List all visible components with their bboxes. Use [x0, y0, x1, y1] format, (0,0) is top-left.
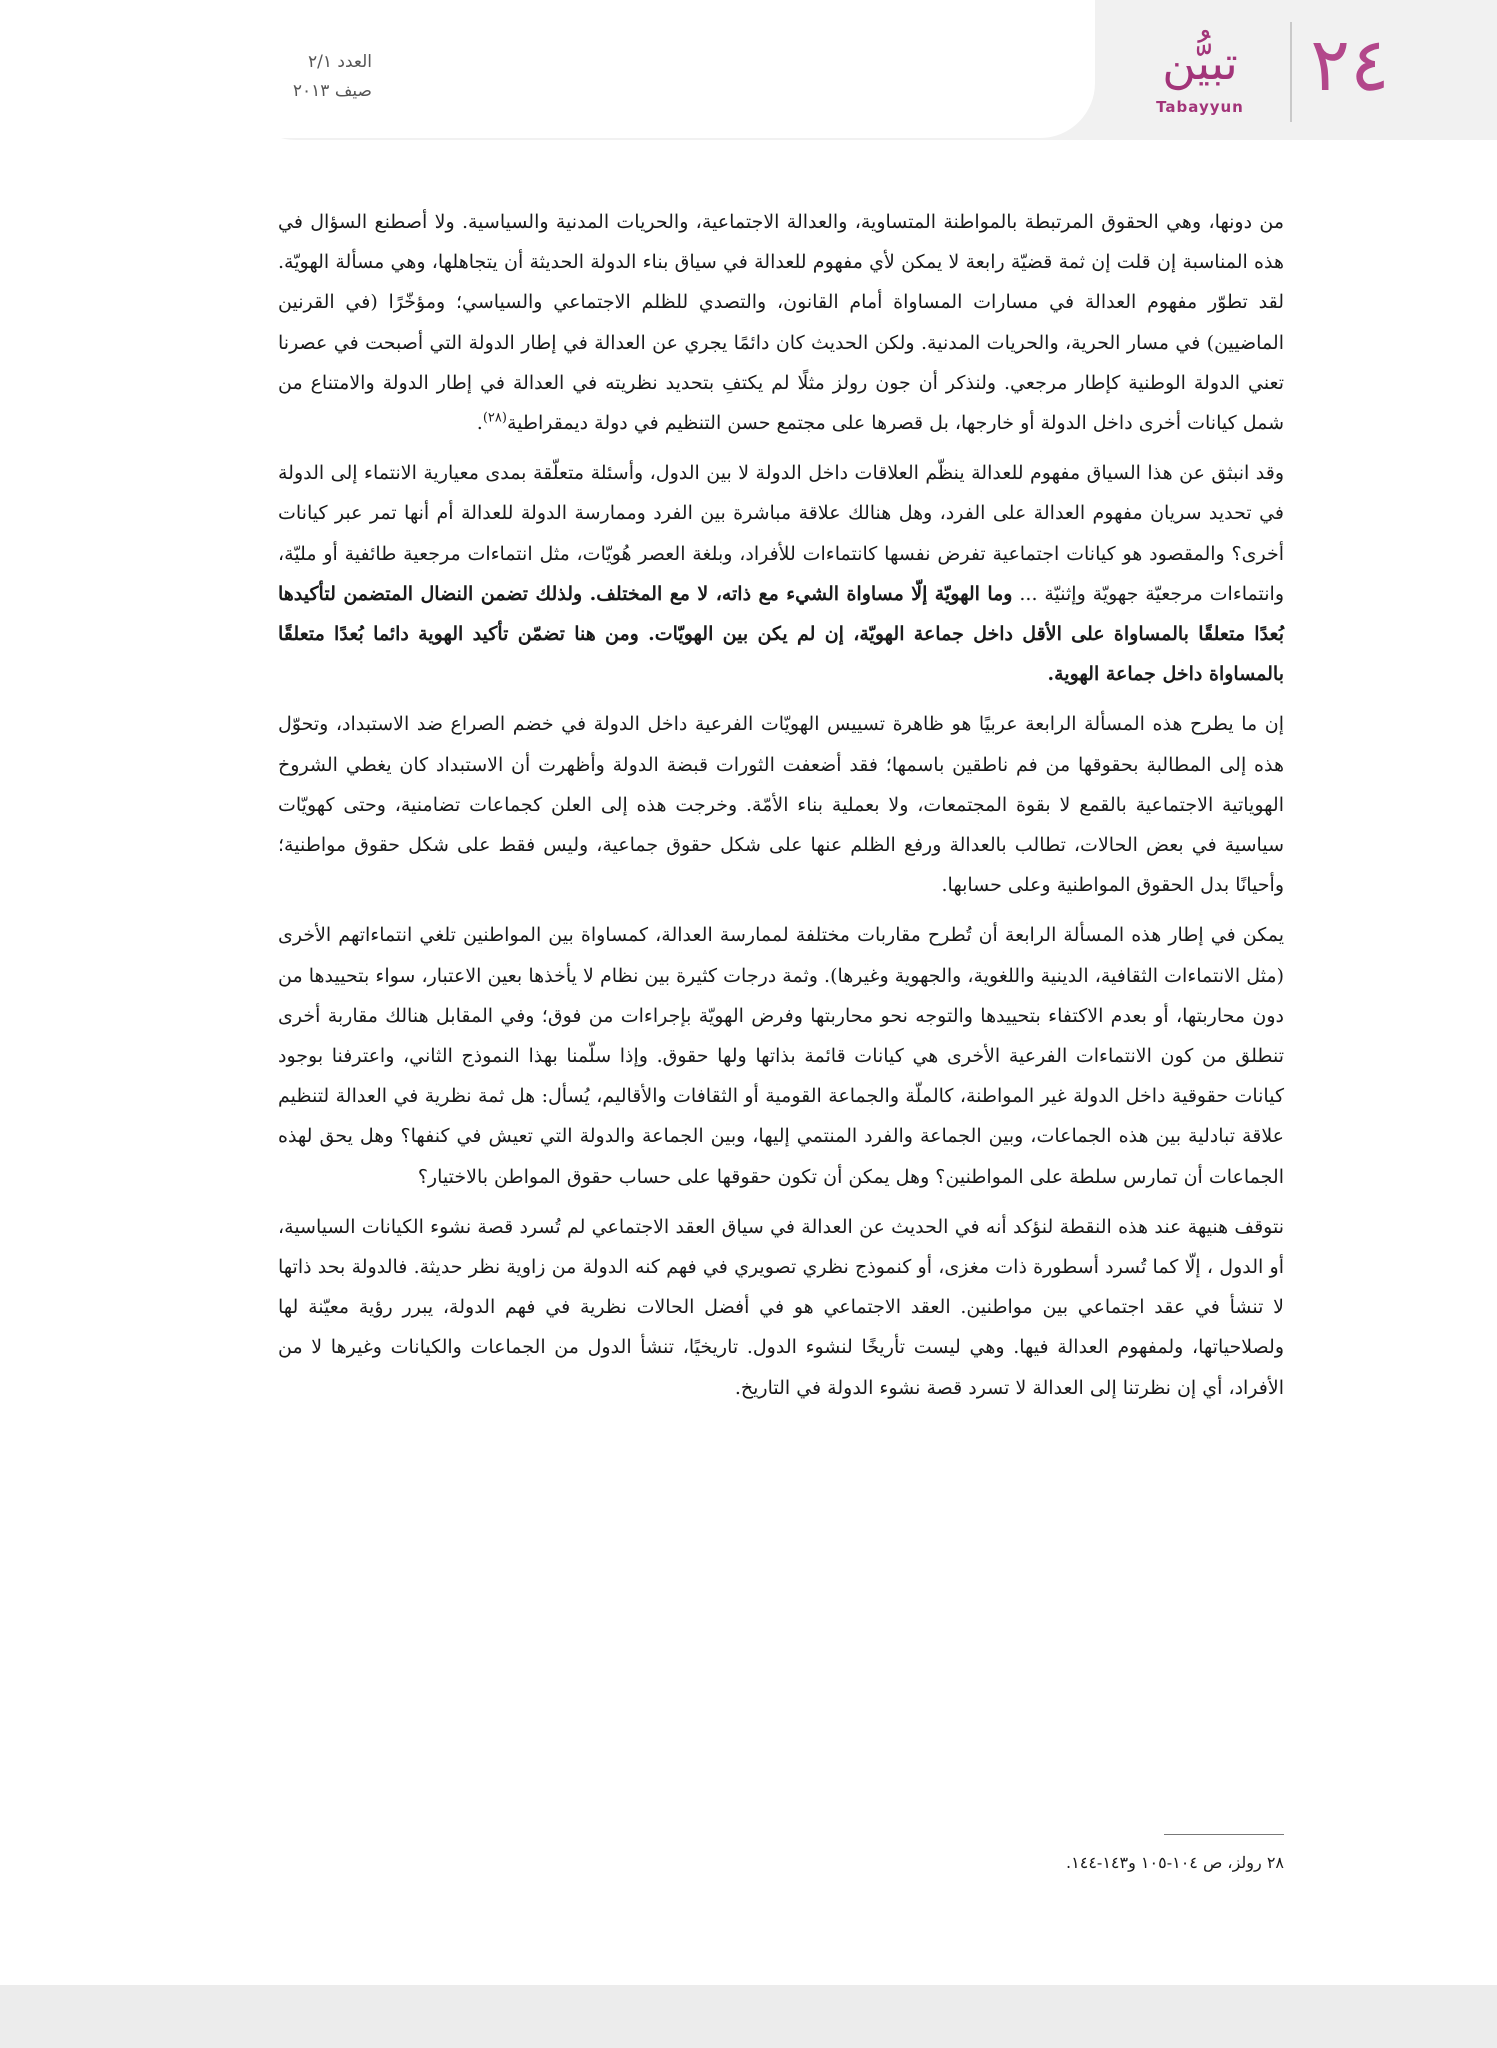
footnote: ٢٨ رولز، ص ١٠٤-١٠٥ و١٤٣-١٤٤. — [1066, 1853, 1284, 1872]
footnote-ref[interactable]: (٢٨) — [482, 410, 507, 426]
paragraph-2-text: وقد انبثق عن هذا السياق مفهوم للعدالة ينظّم العلاقات داخل الدولة لا بين الدول، وأسئلة متعلّقة بمدى معيارية الانتماء إلى الدولة في تحديد سريان مفهوم العدالة على الفرد، وهل هنالك علاقة مباشرة بين الفرد وممارسة الدولة للعدالة أم أنها تمر عبر كيانات أخرى؟ والمقصود هو كيانات اجتماعية تفرض نفسها كانتماءات للأفراد، وبلغة العصر هُويّات، مثل انتماءات مرجعية طائفية أو مليّة، وانتماءات مرجعيّة جهويّة وإثنيّة ... — [278, 462, 1284, 605]
paragraph-4: يمكن في إطار هذه المسألة الرابعة أن تُطرح مقاربات مختلفة لممارسة العدالة، كمساواة بين المواطنين تلغي انتماءاتهم الأخرى (مثل الانتماءات الثقافية، الدينية واللغوية، والجهوية وغيرها). وثمة درجات كثيرة بين نظام لا يأخذها بعين الاعتبار، سواء بتحييدها من دون محاربتها، أو بعدم الاكتفاء بتحييدها والتوجه نحو محاربتها وفرض الهويّة بإجراءات من فوق؛ وفي المقابل هنالك مقاربة أخرى تنطلق من كون الانتماءات الفرعية الأخرى هي كيانات قائمة بذاتها ولها حقوق. وإذا سلّمنا بهذا النموذج الثاني، واعترفنا بوجود كيانات حقوقية داخل الدولة غير المواطنة، كالملّة والجماعة القومية أو الثقافات والأقاليم، يُسأل: هل ثمة نظرية في العدالة لتنظيم علاقة تبادلية بين هذه الجماعات، وبين الجماعة والفرد المنتمي إليها، وبين الجماعة والدولة التي تعيش في كنفها؟ وهل يحق لهذه الجماعات أن تمارس سلطة على المواطنين؟ وهل يمكن أن تكون حقوقها على حساب حقوق المواطن بالاختيار؟ — [278, 924, 1284, 1188]
paragraph-2 — [278, 453, 1284, 694]
season-label: صيف ٢٠١٣ — [292, 81, 372, 101]
header-corner — [0, 0, 1095, 138]
logo-arabic: تبيُّن — [1162, 36, 1238, 90]
header-divider — [1290, 22, 1292, 122]
article-body — [278, 202, 1284, 1418]
logo-latin: Tabayyun — [1156, 98, 1244, 116]
page-number: ٢٤ — [1310, 22, 1390, 108]
paragraph-3: إن ما يطرح هذه المسألة الرابعة عربيًا هو ظاهرة تسييس الهويّات الفرعية داخل الدولة في خضم الصراع ضد الاستبداد، وتحوّل هذه إلى المطالبة بحقوقها من فم ناطقين باسمها؛ فقد أضعفت الثورات قبضة الدولة وأظهرت أن الاستبداد كان يغطي الشروخ الهوياتية الاجتماعية بالقمع لا بقوة المجتمعات، ولا بعملية بناء الأمّة. وخرجت هذه إلى العلن كجماعات تضامنية، وحتى كهويّات سياسية في بعض الحالات، تطالب بالعدالة ورفع الظلم عنها على شكل حقوق جماعية، وليس فقط على شكل حقوق مواطنية؛ وأحيانًا بدل الحقوق المواطنية وعلى حسابها. — [278, 713, 1284, 897]
paragraph-1-text: من دونها، وهي الحقوق المرتبطة بالمواطنة المتساوية، والعدالة الاجتماعية، والحريات المدنية والسياسية. ولا أصطنع السؤال في هذه المناسبة إن قلت إن ثمة قضيّة رابعة لا يمكن لأي مفهوم للعدالة في سياق بناء الدولة الحديثة أن يتجاهلها، وهي مسألة الهويّة. لقد تطوّر مفهوم العدالة في مسارات المساواة أمام القانون، والتصدي للظلم الاجتماعي والسياسي؛ ومؤخّرًا (في القرنين الماضيين) في مسار الحرية، والحريات المدنية. ولكن الحديث كان دائمًا يجري عن العدالة في إطار الدولة التي أصبحت في عصرنا تعني الدولة الوطنية كإطار مرجعي. ولنذكر أن جون رولز مثلًا لم يكتفِ بتحديد نظريته في العدالة في إطار الدولة والامتناع من شمل كيانات أخرى داخل الدولة أو خارجها، بل قصرها على مجتمع حسن التنظيم في دولة ديمقراطية — [278, 211, 1284, 435]
issue-info — [262, 48, 372, 106]
paragraph-5: نتوقف هنيهة عند هذه النقطة لنؤكد أنه في الحديث عن العدالة في سياق العقد الاجتماعي لم تُسرد قصة نشوء الكيانات السياسية، أو الدول ، إلّا كما تُسرد أسطورة ذات مغزى، أو كنموذج نظري تصويري في فهم كنه الدولة من زاوية نظر حديثة. فالدولة بحد ذاتها لا تنشأ في عقد اجتماعي بين مواطنين. العقد الاجتماعي هو في أفضل الحالات نظرية في فهم الدولة، يبرر رؤية معيّنة لها ولصلاحياتها، ولمفهوم العدالة فيها. وهي ليست تأريخًا لنشوء الدول. تاريخيًا، تنشأ الدول من الجماعات والكيانات وغيرها لا من الأفراد، أي إن نظرتنا إلى العدالة لا تسرد قصة نشوء الدولة في التاريخ. — [278, 1215, 1284, 1399]
journal-logo — [1135, 30, 1265, 126]
issue-label: العدد ٢/١ — [307, 52, 372, 72]
footer-band — [0, 1985, 1497, 2048]
paragraph-2-bold: وما الهويّة إلّا مساواة الشيء مع ذاته، لا مع المختلف. ولذلك تضمن النضال المتضمن لتأكيدها بُعدًا متعلقًا بالمساواة على الأقل داخل جماعة الهويّة، إن لم يكن بين الهويّات. ومن هنا تضمّن تأكيد الهوية دائما بُعدًا متعلقًا بالمساواة داخل جماعة الهوية. — [278, 582, 1284, 686]
footnote-rule — [1164, 1834, 1284, 1835]
paragraph-1-end: . — [476, 412, 483, 435]
paragraph-1 — [278, 202, 1284, 443]
